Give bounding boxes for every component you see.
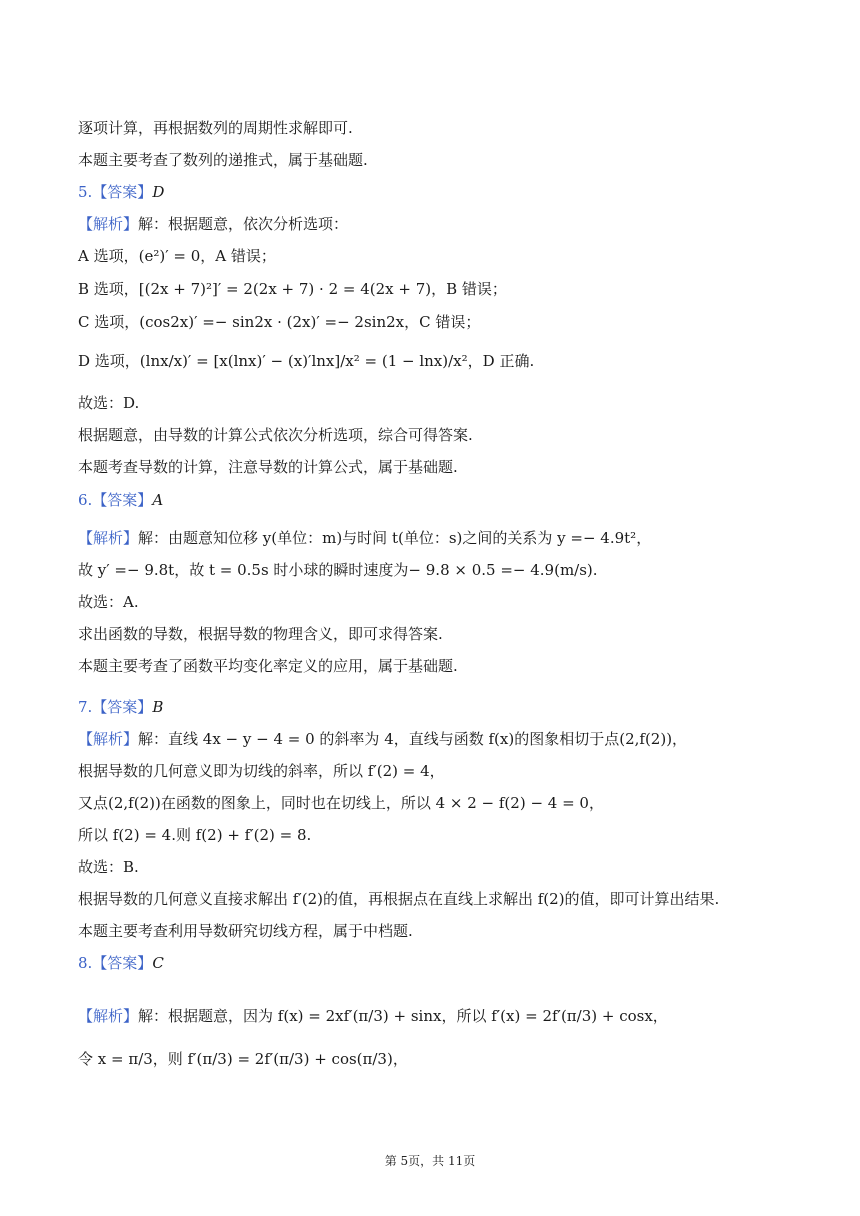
line-text: C <box>152 954 164 972</box>
answer-line <box>78 697 820 717</box>
text-line <box>78 150 820 170</box>
line-text: 根据导数的几何意义即为切线的斜率，所以 f′(2) = 4， <box>78 762 445 780</box>
line-text: D <box>152 183 165 201</box>
text-line <box>78 857 820 877</box>
page-footer: 第 5页，共 11页 <box>384 1154 476 1168</box>
text-line <box>78 624 820 644</box>
text-line <box>78 1049 820 1069</box>
section-tag: 5.【答案】 <box>78 183 153 201</box>
line-text: D 选项，(lnx/x)′ = [x(lnx)′ − (x)′lnx]/x² = (1 − lnx)/x²，D 正确. <box>78 352 535 370</box>
line-text: 本题考查导数的计算，注意导数的计算公式，属于基础题. <box>78 458 458 476</box>
line-text: 求出函数的导数，根据导数的物理含义，即可求得答案. <box>78 625 443 643</box>
text-line <box>78 793 820 813</box>
text-line <box>78 425 820 445</box>
section-tag: 7.【答案】 <box>78 698 153 716</box>
line-text: B <box>152 698 164 716</box>
section-tag: 8.【答案】 <box>78 954 153 972</box>
text-line <box>78 312 820 332</box>
text-line <box>78 889 820 909</box>
answer-line <box>78 528 820 548</box>
line-text: 解：根据题意，依次分析选项： <box>138 215 349 233</box>
text-line <box>78 393 820 413</box>
text-line <box>78 351 820 371</box>
answer-line <box>78 1006 820 1026</box>
line-text: 解：直线 4x − y − 4 = 0 的斜率为 4，直线与函数 f(x)的图象相切于点(2,f(2))， <box>138 730 688 748</box>
text-line <box>78 118 820 138</box>
line-text: A 选项，(e²)′ = 0，A 错误； <box>78 247 276 265</box>
line-text: 本题主要考查了数列的递推式，属于基础题. <box>78 151 368 169</box>
text-line <box>78 592 820 612</box>
line-text: C 选项，(cos2x)′ =− sin2x · (2x)′ =− 2sin2x，C 错误； <box>78 313 481 331</box>
section-tag: 【解析】 <box>78 1007 139 1025</box>
text-line <box>78 761 820 781</box>
section-tag: 【解析】 <box>78 529 139 547</box>
answer-line <box>78 729 820 749</box>
section-tag: 【解析】 <box>78 215 139 233</box>
text-line <box>78 656 820 676</box>
section-tag: 【解析】 <box>78 730 139 748</box>
line-text: 根据题意，由导数的计算公式依次分析选项，综合可得答案. <box>78 426 473 444</box>
line-text: 故选：D. <box>78 394 140 412</box>
line-text: 根据导数的几何意义直接求解出 f′(2)的值，再根据点在直线上求解出 f(2)的值，即可计算出结果. <box>78 890 720 908</box>
line-text: B 选项，[(2x + 7)²]′ = 2(2x + 7) · 2 = 4(2x + 7)，B 错误； <box>78 280 507 298</box>
text-line <box>78 246 820 266</box>
line-text: 故选：A. <box>78 593 139 611</box>
line-text: 本题主要考查了函数平均变化率定义的应用，属于基础题. <box>78 657 458 675</box>
line-text: 本题主要考查利用导数研究切线方程，属于中档题. <box>78 922 413 940</box>
line-text: 解：根据题意，因为 f(x) = 2xf′(π/3) + sinx，所以 f′(x) = 2f′(π/3) + cosx， <box>138 1007 668 1025</box>
text-line <box>78 825 820 845</box>
text-line <box>78 560 820 580</box>
answer-line <box>78 953 820 973</box>
text-line <box>78 921 820 941</box>
answer-line <box>78 490 820 510</box>
line-text: 解：由题意知位移 y(单位：m)与时间 t(单位：s)之间的关系为 y =− 4.9t²， <box>138 529 652 547</box>
text-line <box>78 279 820 299</box>
section-tag: 6.【答案】 <box>78 491 153 509</box>
line-text: 令 x = π/3，则 f′(π/3) = 2f′(π/3) + cos(π/3)， <box>78 1050 408 1068</box>
text-line <box>78 457 820 477</box>
line-text: 故 y′ =− 9.8t，故 t = 0.5s 时小球的瞬时速度为− 9.8 × 0.5 =− 4.9(m/s). <box>78 561 598 579</box>
answer-line <box>78 214 820 234</box>
line-text: 又点(2,f(2))在函数的图象上，同时也在切线上，所以 4 × 2 − f(2) − 4 = 0， <box>78 794 604 812</box>
line-text: 所以 f(2) = 4.则 f(2) + f′(2) = 8. <box>78 826 312 844</box>
answer-line <box>78 182 820 202</box>
line-text: 故选：B. <box>78 858 139 876</box>
line-text: A <box>152 491 164 509</box>
line-text: 逐项计算，再根据数列的周期性求解即可. <box>78 119 353 137</box>
